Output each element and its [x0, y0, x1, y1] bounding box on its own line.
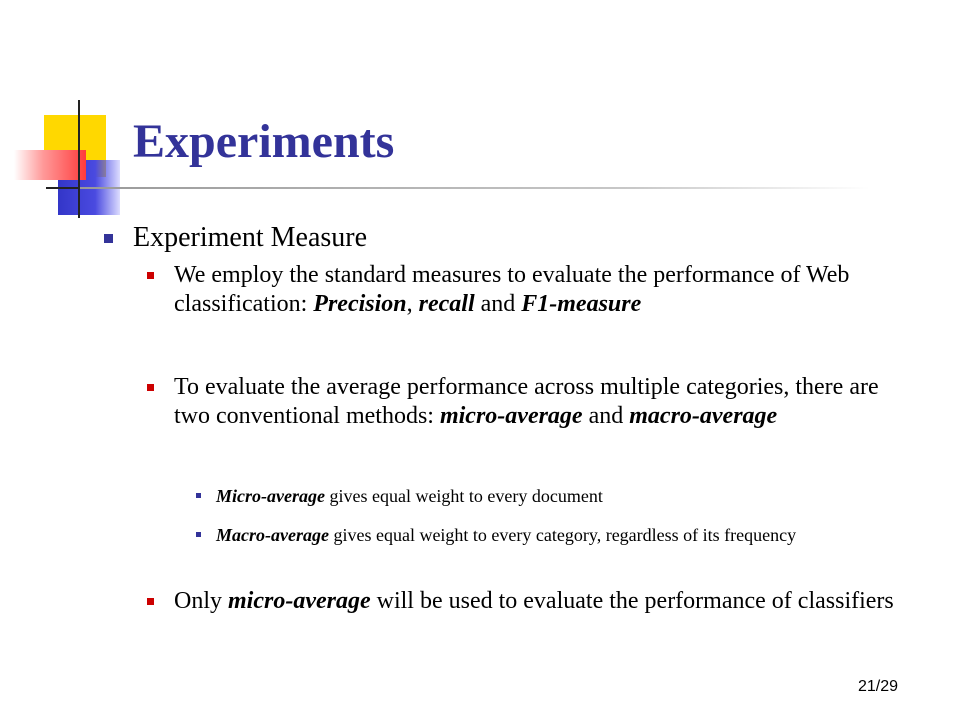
bullet-average-performance: [174, 373, 894, 431]
bullet-text: gives equal weight to every category, regardless of its frequency: [328, 525, 797, 545]
term-macro-average: Macro-average: [216, 525, 329, 545]
separator-text: ,: [406, 291, 419, 317]
logo-red-bar: [14, 150, 86, 180]
bullet-standard-measures: [174, 261, 894, 319]
term-micro-average: micro-average: [228, 588, 371, 614]
bullet-text: We employ the standard measures to evaluate the performance of Web classification:: [174, 262, 850, 317]
slide-logo: [0, 0, 140, 230]
term-precision: Precision: [313, 291, 407, 317]
term-f1-measure: F1-measure: [521, 291, 642, 317]
slide-title: Experiments: [133, 115, 395, 168]
square-bullet-icon: [196, 532, 201, 537]
term-micro-average: micro-average: [439, 403, 583, 429]
sub-bullet-micro-average: [216, 485, 916, 507]
page-number: 21/29: [858, 678, 899, 695]
square-bullet-icon: [147, 598, 154, 605]
square-bullet-icon: [196, 493, 201, 498]
term-macro-average: macro-average: [629, 403, 778, 429]
bullet-text-rest: will be used to evaluate the performance of classifiers: [370, 588, 894, 614]
sub-bullet-macro-average: [216, 524, 916, 546]
bullet-text: Experiment Measure: [133, 222, 368, 253]
square-bullet-icon: [147, 272, 154, 279]
logo-vertical-line: [78, 100, 80, 218]
connector-text: and: [474, 291, 522, 317]
term-recall: recall: [418, 291, 475, 317]
bullet-text: Only: [174, 588, 228, 614]
square-bullet-icon: [104, 234, 113, 243]
bullet-text: gives equal weight to every document: [324, 486, 603, 506]
bullet-only-micro-average: [174, 587, 894, 616]
term-micro-average: Micro-average: [216, 486, 325, 506]
bullet-text: To evaluate the average performance across multiple categories, there are two conventional methods:: [174, 374, 879, 429]
square-bullet-icon: [147, 384, 154, 391]
connector-text: and: [582, 403, 630, 429]
title-underline: [80, 187, 870, 189]
bullet-experiment-measure: [133, 222, 367, 254]
